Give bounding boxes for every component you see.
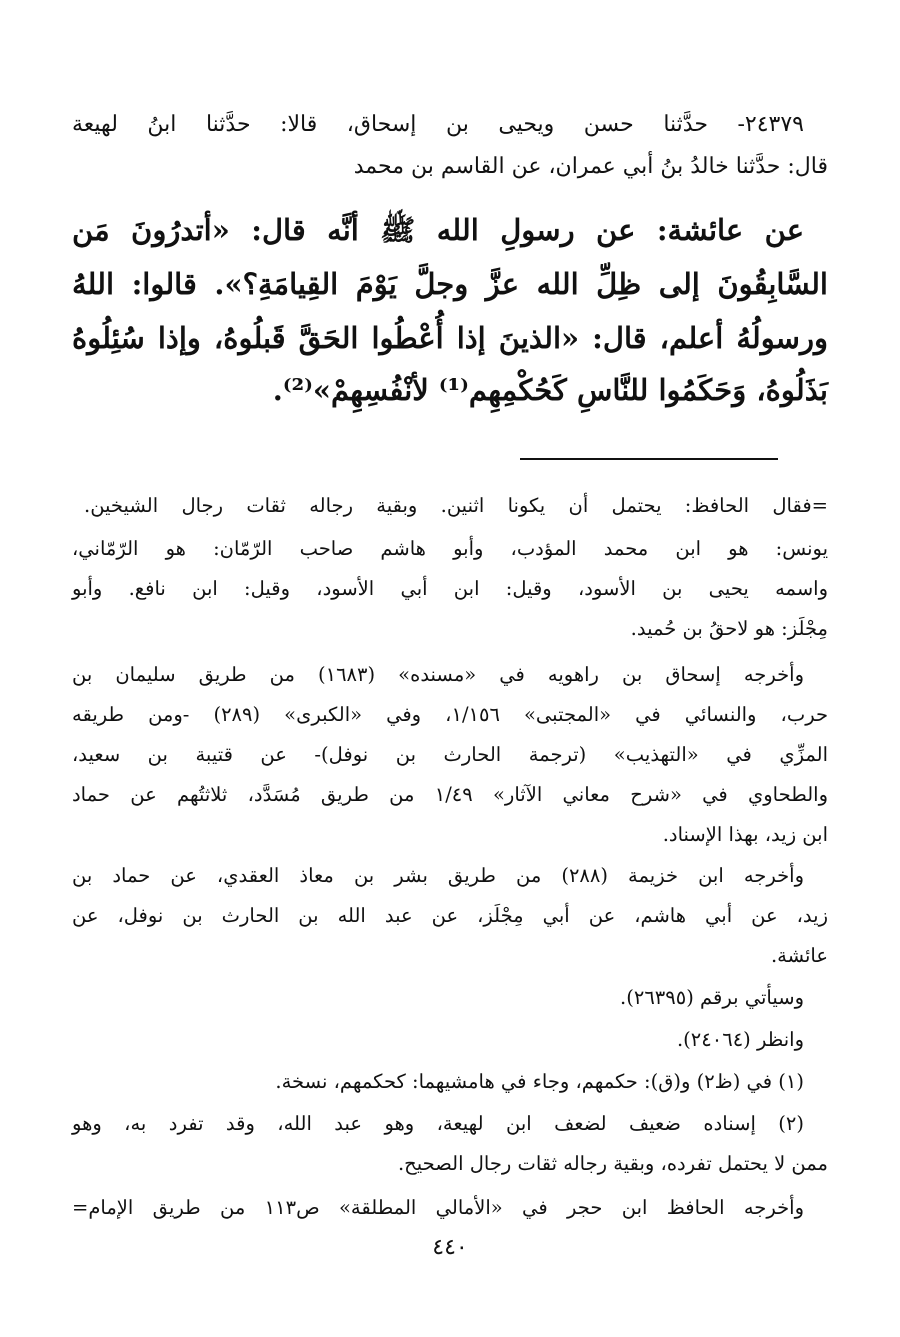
footnote-line: زيد، عن أبي هاشم، عن أبي مِجْلَز، عن عبد الله بن الحارث بن نوفل، عن [72, 904, 828, 927]
footnote-line: عائشة. [770, 944, 828, 967]
footnote-line: وأخرجه ابن خزيمة (٢٨٨) من طريق بشر بن معاذ العقدي، عن حماد بن [72, 864, 804, 887]
footnote-line: والطحاوي في «شرح معاني الآثار» ١/٤٩ من طريق مُسَدَّد، ثلاثتُهم عن حماد [72, 783, 828, 806]
matn-line-3: ورسولُهُ أعلم، قال: «الذينَ إذا أُعْطُوا الحَقَّ قَبلُوهُ، وإذا سُئِلُوهُ [72, 321, 828, 355]
footnote-line: المزِّي في «التهذيب» (ترجمة الحارث بن نوفل)- عن قتيبة بن سعيد، [72, 743, 828, 766]
footnote-line: =فقال الحافظ: يحتمل أن يكونا اثنين. وبقية رجاله ثقات رجال الشيخين. [84, 494, 828, 517]
isnad-line-1: ٢٤٣٧٩- حدَّثنا حسن ويحيى بن إسحاق، قالا: حدَّثنا ابنُ لهيعة [72, 112, 804, 137]
footnote-2: (٢) إسناده ضعيف لضعف ابن لهيعة، وهو عبد الله، وقد تفرد به، وهو [72, 1112, 804, 1135]
isnad-line-2: قال: حدَّثنا خالدُ بنُ أبي عمران، عن القاسم بن محمد [353, 154, 828, 179]
footnote-line: وأخرجه الحافظ ابن حجر في «الأمالي المطلقة» ص١١٣ من طريق الإمام= [72, 1196, 804, 1219]
page-number: ٤٤٠ [432, 1235, 468, 1260]
footnote-line: مِجْلَز: هو لاحقُ بن حُميد. [630, 617, 828, 640]
footnote-line: ممن لا يحتمل تفرده، وبقية رجاله ثقات رجال الصحيح. [397, 1152, 828, 1175]
matn-line-2: السَّابِقُونَ إلى ظِلِّ الله عزَّ وجلَّ يَوْمَ القِيامَةِ؟». قالوا: اللهُ [72, 267, 828, 301]
matn-line-4: بَذَلُوهُ، وَحَكَمُوا للنَّاسِ كَحُكْمِهِم⁽¹⁾ لأنْفُسِهِمْ»⁽²⁾. [272, 373, 828, 407]
footnote-line: ابن زيد، بهذا الإسناد. [662, 823, 828, 846]
footnote-line: يونس: هو ابن محمد المؤدب، وأبو هاشم صاحب الرّمّان: هو الرّمّاني، [72, 537, 828, 560]
footnote-line: وسيأتي برقم (٢٦٣٩٥). [620, 986, 804, 1009]
footnote-1: (١) في (ظ٢) و(ق): حكمهم، وجاء في هامشيهما: كحكمهم، نسخة. [275, 1070, 804, 1093]
matn-line-1: عن عائشة: عن رسولِ الله ﷺ أنَّه قال: «أتدرُونَ مَن [72, 213, 804, 247]
footnote-line: حرب، والنسائي في «المجتبى» ١/١٥٦، وفي «الكبرى» (٢٨٩) -ومن طريقه [72, 703, 829, 726]
footnote-line: واسمه يحيى بن الأسود، وقيل: ابن أبي الأسود، وقيل: ابن نافع. وأبو [72, 577, 828, 600]
footnote-line: وأخرجه إسحاق بن راهويه في «مسنده» (١٦٨٣) من طريق سليمان بن [72, 663, 804, 686]
footnote-line: وانظر (٢٤٠٦٤). [676, 1028, 804, 1051]
footnote-separator [520, 458, 778, 460]
